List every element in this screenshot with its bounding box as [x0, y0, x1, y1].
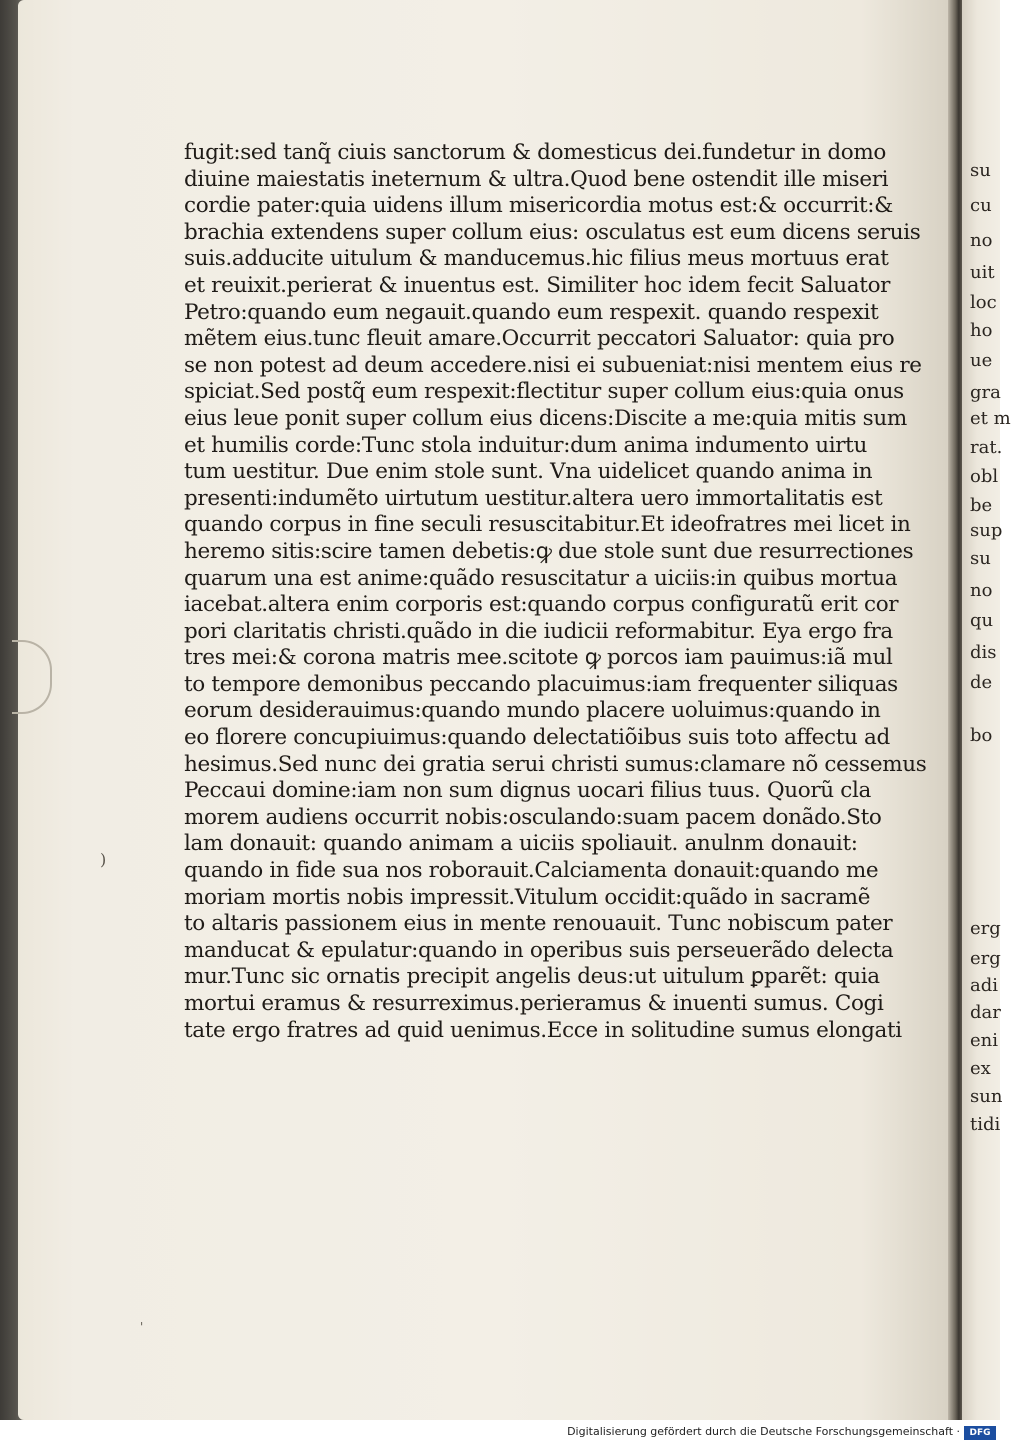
text-line: tate ergo fratres ad quid uenimus.Ecce in solitudine sumus elongati [184, 1017, 902, 1043]
right-page-fragment: uit [970, 262, 995, 283]
right-page-fragment: sup [970, 520, 1003, 541]
text-line: eo florere concupiuimus:quando delectatiõibus suis toto affectu ad [184, 725, 890, 751]
dfg-logo: DFG [964, 1426, 996, 1440]
right-page-fragment: loc [970, 292, 997, 313]
text-line: lam donauit: quando animam a uiciis spoliauit. anulnm donauit: [184, 831, 858, 857]
right-page-fragment: et m [970, 408, 1011, 429]
text-line: mur.Tunc sic ornatis precipit angelis deus:ut uitulum ꝑparẽt: quia [184, 964, 880, 990]
text-line: et reuixit.perierat & inuentus est. Similiter hoc idem fecit Saluator [184, 272, 891, 298]
right-page-fragment: dis [970, 642, 997, 663]
right-page-fragment: dar [970, 1002, 1001, 1023]
right-page-fragment: obl [970, 466, 999, 487]
text-line: Petro:quando eum negauit.quando eum respexit. quando respexit [184, 299, 879, 325]
right-page-fragment: erg [970, 948, 1001, 969]
text-line: quarum una est anime:quãdo resuscitatur a uiciis:in quibus mortua [184, 565, 898, 591]
text-line: manducat & epulatur:quando in operibus suis perseuerãdo delecta [184, 937, 894, 963]
text-line: eius leue ponit super collum eius dicens:Discite a me:quia mitis sum [184, 405, 907, 431]
text-line: eorum desiderauimus:quando mundo placere uoluimus:quando in [184, 698, 881, 724]
right-page-fragment: erg [970, 918, 1001, 939]
right-page-fragment: bo [970, 725, 993, 746]
text-line: hesimus.Sed nunc dei gratia serui christi sumus:clamare nõ cessemus [184, 751, 927, 777]
right-page-fragment: tidi [970, 1114, 1001, 1135]
right-page-fragment: de [970, 672, 993, 693]
text-line: diuine maiestatis ineternum & ultra.Quod bene ostendit ille miseri [184, 166, 889, 192]
text-line: spiciat.Sed postq̃ eum respexit:flectitur super collum eius:quia onus [184, 379, 904, 405]
right-page-fragment: gra [970, 382, 1001, 403]
right-page-fragment: adi [970, 975, 999, 996]
text-line: et humilis corde:Tunc stola induitur:dum anima indumento uirtu [184, 432, 867, 458]
text-line: tres mei:& corona matris mee.scitote ꝙ porcos iam pauimus:iã mul [184, 645, 893, 671]
text-line: se non potest ad deum accedere.nisi ei subueniat:nisi mentem eius re [184, 352, 922, 378]
text-line: quando corpus in fine seculi resuscitabitur.Et ideofratres mei licet in [184, 512, 911, 538]
text-line: heremo sitis:scire tamen debetis:ꝙ due stole sunt due resurrectiones [184, 538, 914, 564]
text-line: Peccaui domine:iam non sum dignus uocari filius tuus. Quorũ cla [184, 778, 871, 804]
right-page-fragment: ex [970, 1058, 991, 1079]
text-line: moriam mortis nobis impressit.Vitulum occidit:quãdo in sacramẽ [184, 884, 871, 910]
right-page-fragment: ho [970, 320, 993, 341]
text-line: mortui eramus & resurreximus.perieramus & inuenti sumus. Cogi [184, 991, 884, 1016]
text-line: suis.adducite uitulum & manducemus.hic filius meus mortuus erat [184, 246, 889, 272]
right-page-fragment: ue [970, 350, 993, 371]
text-line: tum uestitur. Due enim stole sunt. Vna uidelicet quando anima in [184, 459, 873, 485]
margin-mark: ) [100, 850, 107, 869]
text-line: to altaris passionem eius in mente renouauit. Tunc nobiscum pater [184, 911, 893, 937]
right-page-fragment: be [970, 495, 993, 516]
text-line: fugit:sed tanq̃ ciuis sanctorum & domesticus dei.fundetur in domo [184, 140, 886, 165]
right-page-fragment: qu [970, 610, 994, 631]
margin-mark: ' [140, 1320, 144, 1334]
text-line: presenti:indumẽto uirtutum uestitur.altera uero immortalitatis est [184, 485, 883, 511]
text-line: to tempore demonibus peccando placuimus:iam frequenter siliquas [184, 671, 898, 697]
footer-bar [0, 1422, 1000, 1445]
text-line: mẽtem eius.tunc fleuit amare.Occurrit peccatori Saluator: quia pro [184, 326, 895, 352]
text-line: pori claritatis christi.quãdo in die iudicii reformabitur. Eya ergo fra [184, 618, 893, 644]
main-text-block [184, 140, 927, 1044]
right-page-fragment: sun [970, 1086, 1003, 1107]
right-page-fragment: no [970, 580, 993, 601]
text-line: brachia extendens super collum eius: osculatus est eum dicens seruis [184, 219, 921, 245]
digitization-credit: Digitalisierung gefördert durch die Deutsche Forschungsgemeinschaft · [567, 1425, 960, 1438]
right-page-fragment: no [970, 230, 993, 251]
text-line: iacebat.altera enim corporis est:quando corpus configuratũ erit cor [184, 592, 899, 618]
text-line: cordie pater:quia uidens illum misericordia motus est:& occurrit:& [184, 193, 893, 219]
text-line: morem audiens occurrit nobis:osculando:suam pacem donãdo.Sto [184, 804, 882, 830]
text-line: quando in fide sua nos roborauit.Calciamenta donauit:quando me [184, 858, 879, 884]
right-page-fragment: su [970, 548, 991, 569]
right-page-fragment: cu [970, 195, 992, 216]
right-page-fragment: eni [970, 1030, 999, 1051]
right-page-fragment: rat. [970, 437, 1003, 458]
right-page-fragment: su [970, 160, 991, 181]
